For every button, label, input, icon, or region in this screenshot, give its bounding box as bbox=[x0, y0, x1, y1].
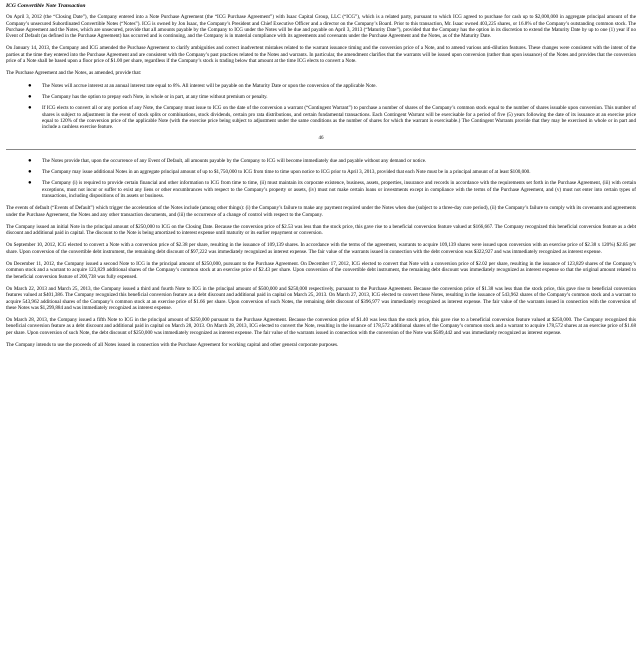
list-item-text: The Company (i) is required to provide certain financial and other information to ICG from time to time, (ii) must maintain its corporate existence, business, assets, properties, insurance and records in accordance with the requirements set forth in the Purchase Agreement, (iii) with certain exceptions, must not incur or suffer to exist any liens or other encumbrances with respect to the Company’s property or assets, (iv) must not make certain loans or investments except in compliance with the terms of the Purchase Agreement, and (v) must not enter into certain types of transactions, including dispositions of its assets or business. bbox=[42, 180, 636, 199]
bullet-icon: ● bbox=[28, 180, 32, 187]
page-divider bbox=[6, 149, 636, 150]
bullet-icon: ● bbox=[28, 93, 32, 100]
list-item bbox=[6, 180, 636, 199]
page-break bbox=[6, 136, 636, 149]
paragraph-events-of-default: The events of default (“Events of Default”) which trigger the acceleration of the Notes include (among other things): (i) the Company’s failure to make any payment required under the Notes when due (subject to a three-day cure period), (ii) the Company’s failure to comply with its covenants and agreements under the Purchase Agreement, the Notes and any other transaction documents, and (iii) the occurrence of a change of control with respect to the Company. bbox=[6, 205, 636, 218]
list-item-text: The Notes will accrue interest at an annual interest rate equal to 8%. All interest will be payable on the Maturity Date or upon the conversion of the applicable Note. bbox=[42, 82, 377, 89]
list-item-text: If ICG elects to convert all or any portion of any Note, the Company must issue to ICG on the date of the conversion a warrant (“Contingent Warrant”) to purchase a number of shares of the Company’s common stock equal to the number of shares issuable upon conversion. This number of shares is subject to adjustment in the event of stock splits or combinations, stock dividends, certain pro rata distributions, and certain fundamental transactions. Each Contingent Warrant will be exercisable for a period of five (5) years following the date of its issuance at an exercise price equal to 120% of the conversion price of the applicable Note (with the exercise price being subject to adjustment under the same conditions as the number of shares for which the warrant is exercisable.) The Contingent Warrants provide that they may be exercised in whole or in part and include a cashless exercise feature. bbox=[42, 105, 636, 131]
list-item bbox=[6, 158, 636, 164]
paragraph-initial-note: The Company issued an initial Note in the principal amount of $250,000 to ICG on the Closing Date. Because the conversion price of $2.53 was less than the stock price, this gave rise to a beneficial conversion feature valued at $166,667. The Company recognized this beneficial conversion feature as a debt discount and additional paid in capital. The discount to the Note is being amortized to interest expense until maturity or its earlier repayment or conversion. bbox=[6, 223, 636, 237]
paragraph-fifth-note: On March 28, 2013, the Company issued a fifth Note to ICG in the principal amount of $250,000 pursuant to the Purchase Agreement. Because the conversion price of $1.40 was less than the stock price, this gave rise to a beneficial conversion feature valued at $250,000. The Company recognized this beneficial conversion feature as a debt discount and additional paid in capital on March 28, 2013. On March 28, 2013, ICG elected to convert the Note, resulting in the issuance of 178,572 additional shares of the Company’s common stock and a warrant to acquire 178,572 shares at an exercise price of $1.68 per share. Upon conversion of such Note, the debt discount of $250,000 was immediately recognized as interest expense. The fair value of the warrants issued in connection with the conversion of the Note was $589,442 and was immediately recognized as interest expense. bbox=[6, 317, 636, 336]
list-item bbox=[6, 83, 636, 89]
page-number: 46 bbox=[318, 136, 324, 142]
provisions-list-1 bbox=[6, 83, 636, 131]
paragraph-use-of-proceeds: The Company intends to use the proceeds of all Notes issued in connection with the Purchase Agreement for working capital and other general corporate purposes. bbox=[6, 341, 339, 348]
list-item bbox=[6, 169, 636, 175]
paragraph-december-note: On December 11, 2012, the Company issued a second Note to ICG in the principal amount of $250,000, pursuant to the Purchase Agreement. On December 17, 2012, ICG elected to convert that Note with a conversion price of $2.02 per share, resulting in the issuance of 123,829 shares of the Company’s common stock and a warrant to acquire 123,829 additional shares of the Company’s common stock at an exercise price of $2.43 per share. Upon conversion of the convertible debt instrument, the remaining debt discount was immediately recognized as interest expense so that the original amount related to the beneficial conversion feature of 200,738 was fully expensed. bbox=[6, 261, 636, 280]
section-title: ICG Convertible Note Transaction bbox=[6, 3, 86, 9]
paragraph-march-notes: On March 22, 2013 and March 25, 2013, the Company issued a third and fourth Note to ICG in the principal amount of $500,000 and $250,000 respectively, pursuant to the Purchase Agreement. Because the conversion price of $1.38 was less than the stock price, this gave rise to beneficial conversion features valued at $401,386. The Company recognized this beneficial conversion feature as a debt discount and additional paid in capital on March 25, 2013. On March 27, 2013, ICG elected to convert these Notes, resulting in the issuance of 543,962 shares of the Company’s common stock and a warrant to acquire 543,962 additional shares of the Company’s common stock at an exercise price of $1.66 per share. Upon conversion of such Notes, the remaining debt discount of $396,977 was immediately recognized as interest expense. The fair value of the warrants issued in connection with the conversion of these Notes was $1,299,884 and was immediately recognized as interest expense. bbox=[6, 285, 636, 311]
bullet-icon: ● bbox=[28, 82, 32, 89]
paragraph-amendment: On January 14, 2013, the Company and ICG amended the Purchase Agreement to clarify ambiguities and correct inadvertent mistakes related to the warrant issuance timing and the conversion price of a Note, and to amend various anti-dilution features. These changes were consistent with the intent of the parties at the time they entered into the Purchase Agreement and are consistent with the Company’s past practices related to the Notes and warrants. In particular, the amendment clarifies that the warrants will be issued upon conversion (rather than upon issuance) of the Notes and provides that the conversion price of a Note shall be based upon a floor price of $1.00 per share, regardless if the Company’s stock is trading below that amount at the time ICG elects to convert a Note. bbox=[6, 45, 636, 65]
bullet-icon: ● bbox=[28, 157, 32, 164]
bullet-icon: ● bbox=[28, 105, 32, 112]
list-item-text: The Company may issue additional Notes in an aggregate principal amount of up to $1,750,000 to ICG from time to time upon notice to ICG prior to April 3, 2013, provided that each Note must be in a principal amount of at least $100,000. bbox=[42, 169, 531, 176]
list-item bbox=[6, 94, 636, 100]
list-item-text: The Notes provide that, upon the occurrence of any Event of Default, all amounts payable by the Company to ICG will become immediately due and payable without any demand or notice. bbox=[42, 157, 427, 164]
list-item bbox=[6, 105, 636, 130]
list-item-text: The Company has the option to prepay each Note, in whole or in part, at any time without premium or penalty. bbox=[42, 93, 268, 100]
paragraph-provisions-intro: The Purchase Agreement and the Notes, as amended, provide that: bbox=[6, 70, 142, 77]
paragraph-september-conversion: On September 10, 2012, ICG elected to convert a Note with a conversion price of $2.38 per share, resulting in the issuance of 109,139 shares. In accordance with the terms of the agreement, warrants to acquire 109,139 shares were issued upon conversion with an exercise price of $2.38 x 120%) $2.85 per share. Upon conversion of the convertible debt instrument, the remaining debt discount of $97,222 was immediately recognized as interest expense. The fair value of the warrants issued in connection with the debt conversion was $322,927 and was immediately recognized as interest expense. bbox=[6, 242, 636, 255]
paragraph-closing-date: On April 3, 2012 (the “Closing Date”), the Company entered into a Note Purchase Agreement (the “ICG Purchase Agreement”) with Isaac Capital Group, LLC (“ICG”), which is a related party, pursuant to which ICG agreed to purchase for cash up to $2,000,000 in aggregate principal amount of the Company’s unsecured Subordinated Convertible Notes (“Notes”). ICG is owned by Jon Isaac, the Company’s President and Chief Executive Officer and a director on the Company’s Board. Prior to this transaction, Mr. Isaac owned 403,225 shares, or 16.8% of the Company’s outstanding common stock. The Purchase Agreement and the Notes, which are unsecured, provide that all amounts payable by the Company to ICG under the Notes will be due and payable on April 3, 2013 (“Maturity Date”), provided that the Company has the option in its discretion to extend the Maturity Date by up to one (1) year if no Event of Default (as defined in the Purchase Agreement) has occurred and is continuing, and the Company is in material compliance with its agreements and covenants under the Purchase Agreement and the Notes, as of the Maturity Date. bbox=[6, 14, 636, 40]
bullet-icon: ● bbox=[28, 169, 32, 176]
document-page bbox=[6, 3, 636, 354]
provisions-list-2 bbox=[6, 158, 636, 199]
